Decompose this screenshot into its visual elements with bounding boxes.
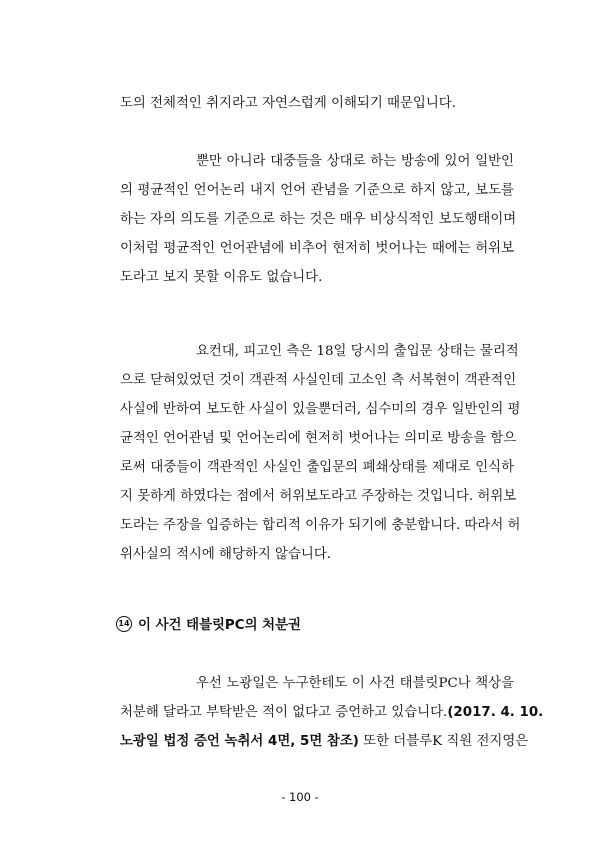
paragraph-2-line-6: 지 못하게 하였다는 점에서 허위보도라고 주장하는 것입니다. 허위보	[120, 489, 517, 504]
paragraph-2-line-1: 요컨대, 피고인 측은 18일 당시의 출입문 상태는 물리적	[196, 344, 519, 359]
paragraph-2-line-4: 균적인 언어관념 및 언어논리에 현저히 벗어나는 의미로 방송을 함으	[120, 431, 517, 446]
section-number-marker: 14	[116, 616, 132, 632]
paragraph-3-line-2	[120, 704, 544, 722]
paragraph-1-line-5: 도라고 보지 못할 이유도 없습니다.	[120, 270, 323, 285]
citation-start: (2017. 4. 10.	[447, 705, 544, 720]
paragraph-1-line-1: 뿐만 아니라 대중들을 상대로 하는 방송에 있어 일반인	[196, 154, 514, 169]
paragraph-3-line-3-text: 또한 더블루K 직원 전지영은	[358, 734, 529, 749]
paragraph-2-line-7: 도라는 주장을 입증하는 합리적 이유가 되기에 충분합니다. 따라서 허	[120, 518, 521, 533]
paragraph-2-line-3: 사실에 반하여 보도한 사실이 있을뿐더러, 심수미의 경우 일반인의 평	[120, 402, 521, 417]
paragraph-0-line-1: 도의 전체적인 취지라고 자연스럽게 이해되기 때문입니다.	[120, 96, 456, 111]
paragraph-1-line-4: 이처럼 평균적인 언어관념에 비추어 현저히 벗어나는 때에는 허위보	[120, 241, 514, 256]
paragraph-3-line-2-text: 처분해 달라고 부탁받은 적이 없다고 증언하고 있습니다.	[120, 705, 448, 720]
paragraph-2-line-2: 으로 닫혀있었던 것이 객관적 사실인데 고소인 측 서복현이 객관적인	[120, 373, 517, 388]
paragraph-2-line-8: 위사실의 적시에 해당하지 않습니다.	[120, 547, 332, 562]
page-number: - 100 -	[281, 790, 319, 804]
paragraph-2-line-5: 로써 대중들이 객관적인 사실인 출입문의 폐쇄상태를 제대로 인식하	[120, 460, 514, 475]
paragraph-3-line-3	[120, 733, 529, 751]
citation-end: 노광일 법정 증언 녹취서 4면, 5면 참조)	[120, 734, 359, 749]
paragraph-1-line-3: 하는 자의 의도를 기준으로 하는 것은 매우 비상식적인 보도행태이며	[120, 212, 517, 227]
paragraph-3-line-1: 우선 노광일은 누구한테도 이 사건 태블릿PC나 책상을	[196, 676, 514, 691]
paragraph-1-line-2: 의 평균적인 언어논리 내지 언어 관념을 기준으로 하지 않고, 보도를	[120, 183, 514, 198]
section-heading-title: 이 사건 태블릿PC의 처분권	[138, 618, 301, 633]
section-heading	[116, 617, 301, 635]
